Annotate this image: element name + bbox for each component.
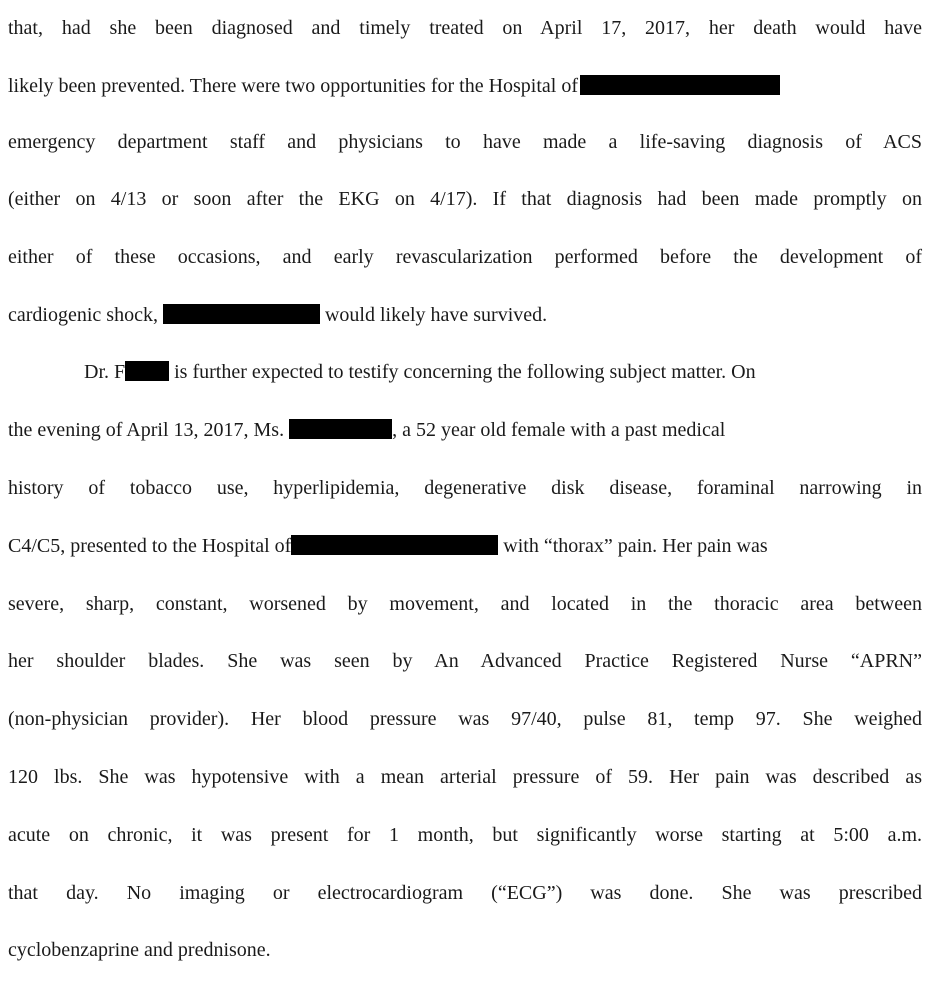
text-segment: is further expected to testify concerning the following subject matter. On [174, 361, 756, 383]
text-line: (either on 4/13 or soon after the EKG on 4/17). If that diagnosis had been made promptly on [8, 188, 922, 210]
text-segment: likely been prevented. There were two opportunities for the Hospital of [8, 75, 579, 97]
text-line: either of these occasions, and early revascularization performed before the development of [8, 246, 922, 268]
redaction-block [291, 535, 498, 555]
text-segment: Dr. F [84, 361, 126, 383]
redaction-block [125, 361, 169, 381]
text-line: cyclobenzaprine and prednisone. [8, 939, 271, 961]
text-line: her shoulder blades. She was seen by An Advanced Practice Registered Nurse “APRN” [8, 650, 922, 672]
text-line [8, 418, 922, 442]
text-segment: the evening of April 13, 2017, Ms. [8, 419, 285, 441]
text-line: (non-physician provider). Her blood pressure was 97/40, pulse 81, temp 97. She weighed [8, 708, 922, 730]
text-line: that, had she been diagnosed and timely treated on April 17, 2017, her death would have [8, 17, 922, 39]
text-line: severe, sharp, constant, worsened by movement, and located in the thoracic area between [8, 593, 922, 615]
text-line: history of tobacco use, hyperlipidemia, degenerative disk disease, foraminal narrowing in [8, 477, 922, 499]
text-segment: with “thorax” pain. Her pain was [503, 535, 768, 557]
redaction-block [580, 75, 780, 95]
text-line: acute on chronic, it was present for 1 month, but significantly worse starting at 5:00 a.m. [8, 824, 922, 846]
text-line: emergency department staff and physicians to have made a life-saving diagnosis of ACS [8, 131, 922, 153]
text-line [8, 74, 922, 98]
redaction-block [289, 419, 392, 439]
text-line: 120 lbs. She was hypotensive with a mean arterial pressure of 59. Her pain was described as [8, 766, 922, 788]
redaction-block [163, 304, 320, 324]
text-line [84, 360, 922, 384]
text-segment: would likely have survived. [324, 304, 548, 326]
text-line [8, 303, 922, 327]
text-segment: cardiogenic shock, [8, 304, 158, 326]
text-line: that day. No imaging or electrocardiogram (“ECG”) was done. She was prescribed [8, 882, 922, 904]
text-line [8, 534, 922, 558]
text-segment: C4/C5, presented to the Hospital of [8, 535, 292, 557]
text-segment: , a 52 year old female with a past medical [392, 419, 726, 441]
